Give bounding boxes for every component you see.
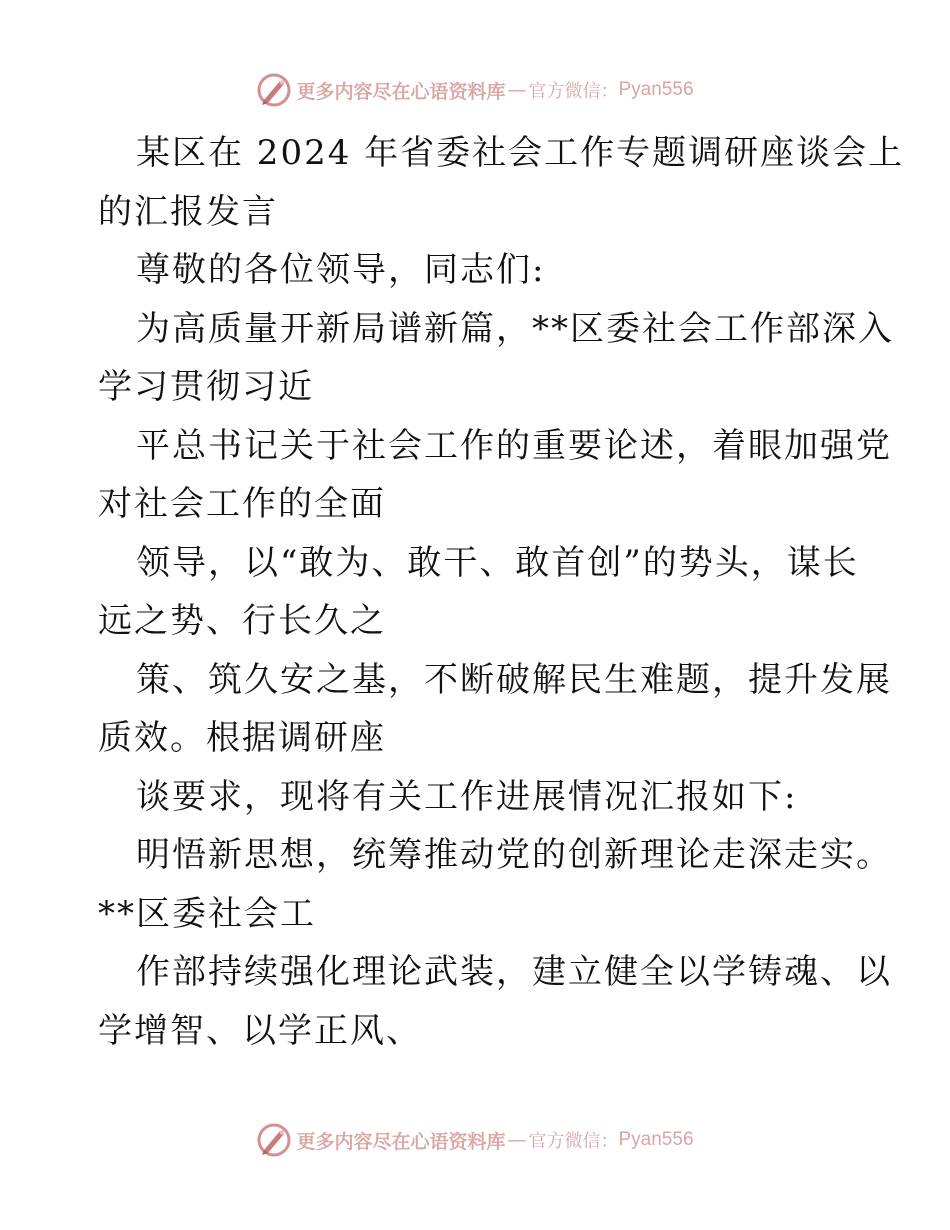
footer-watermark xyxy=(0,1120,950,1160)
watermark-separator: — xyxy=(507,1129,527,1151)
header-watermark xyxy=(0,70,950,110)
watermark-contact-label: 官方微信： xyxy=(528,81,619,102)
text-line: **区委社会工 xyxy=(98,893,316,934)
text-line: 领导，以“敢为、敢干、敢首创”的势头，谋长 xyxy=(136,542,859,583)
watermark-title: 更多内容尽在心语资料库 xyxy=(296,1130,506,1153)
text-line: 的汇报发言 xyxy=(98,191,278,232)
pen-circle-logo-icon xyxy=(256,1122,292,1158)
text-line: 对社会工作的全面 xyxy=(98,484,386,524)
text-line: 学习贯彻习近 xyxy=(98,367,314,407)
text-line: 策、筑久安之基，不断破解民生难题，提升发展 xyxy=(136,659,892,700)
text-line: 平总书记关于社会工作的重要论述，着眼加强党 xyxy=(136,425,892,466)
pen-circle-logo-icon xyxy=(256,72,292,108)
watermark-separator: — xyxy=(507,79,527,101)
watermark-contact-label: 官方微信： xyxy=(528,1131,619,1152)
text-line: 尊敬的各位领导，同志们: xyxy=(136,250,546,290)
text-line: 某区在 2024 年省委社会工作专题调研座谈会上 xyxy=(136,133,905,173)
text-line: 质效。根据调研座 xyxy=(98,718,386,758)
watermark-contact-id: Pyan556 xyxy=(618,1129,694,1150)
text-line: 远之势、行长久之 xyxy=(98,601,386,641)
text-line: 学增智、以学正风、 xyxy=(98,1010,422,1051)
text-line: 为高质量开新局谱新篇，**区委社会工作部深入 xyxy=(136,308,894,349)
watermark-title: 更多内容尽在心语资料库 xyxy=(296,80,506,103)
document-body xyxy=(98,124,905,1060)
text-line: 明悟新思想，统筹推动党的创新理论走深走实。 xyxy=(136,835,892,875)
watermark-contact-id: Pyan556 xyxy=(618,79,694,100)
text-line: 谈要求，现将有关工作进展情况汇报如下: xyxy=(136,776,798,817)
text-line: 作部持续强化理论武装，建立健全以学铸魂、以 xyxy=(136,952,892,992)
